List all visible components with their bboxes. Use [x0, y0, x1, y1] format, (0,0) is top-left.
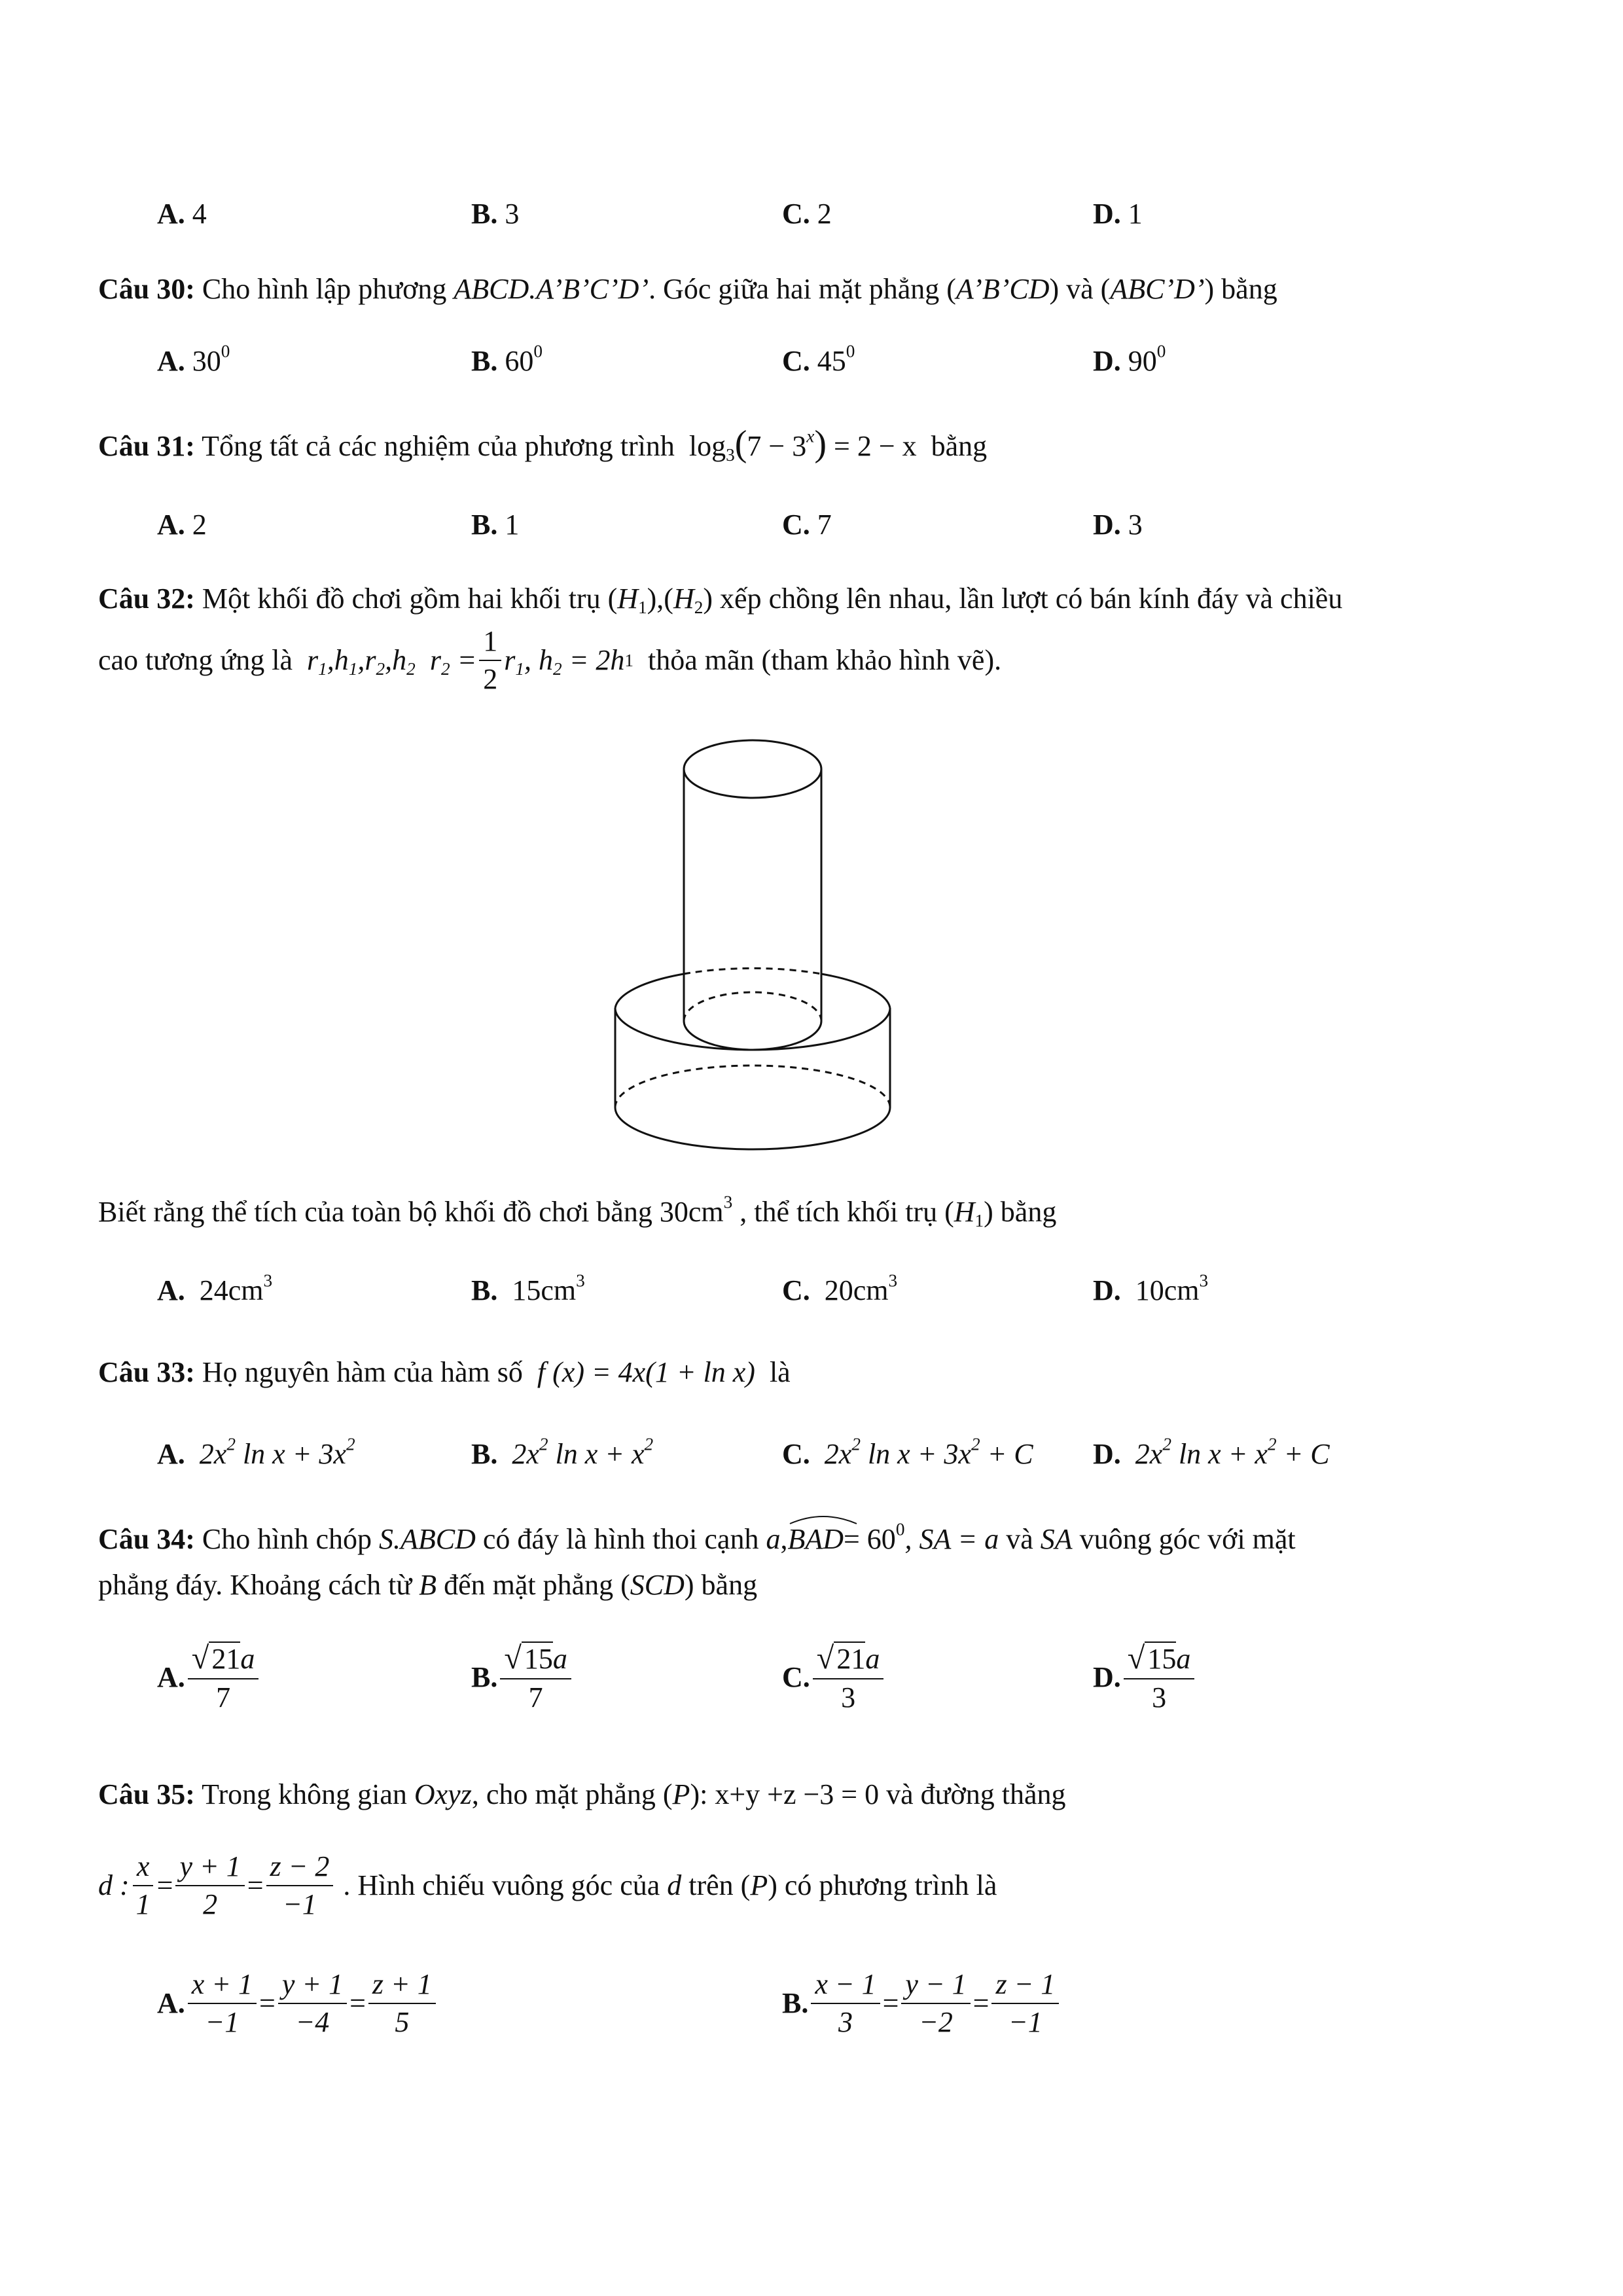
q33-option-a: A. $2x^2$ $\ln x + 3x^2$: [157, 1434, 355, 1470]
large-cylinder-top-front: [615, 1008, 890, 1050]
q32-option-d: D. $10cm^3$: [1093, 1270, 1209, 1306]
q32-after-figure: Biết rằng thể tích của toàn bộ khối đồ chơi bằng $30cm^3$ , thể tích khối trụ $(H_1)$ bằng: [98, 1192, 1057, 1231]
q31-stem: Câu 31: Tổng tất cả các nghiệm của phương trình $\log_3(7 - 3^x) = 2 - x$ bằng: [98, 423, 988, 465]
q33-stem: Câu 33: Họ nguyên hàm của hàm số f (x) = 4x(1 + ln x) là: [98, 1356, 791, 1388]
q32-option-c: C. $20cm^3$: [782, 1270, 898, 1306]
q29-option-b: B. 3: [471, 198, 520, 230]
large-cylinder-top-back-left: [615, 974, 684, 1008]
cylinder-drawing: [615, 740, 890, 1149]
q30-option-a: A. $30^0$: [157, 341, 230, 377]
q31-option-d: D. 3: [1093, 509, 1143, 541]
angle-arc: [787, 1512, 859, 1525]
q35-stem-line1: Câu 35: Trong không gian Oxyz, cho mặt phẳng (P): x+y +z −3 = 0 và đường thẳng: [98, 1778, 1066, 1810]
q29-option-d: D. 1: [1093, 198, 1143, 230]
small-cylinder-top: [684, 740, 821, 798]
q34-angle: BAD: [787, 1525, 844, 1554]
q31-equation: $\log_3(7 - 3^x) = 2 - x$: [688, 423, 917, 465]
q30-option-b: B. $60^0$: [471, 341, 543, 377]
q32-stem-line2: cao tương ứng là $r_1,h_1,r_2,h_2$ $r_2$ = $\frac{1}{2}$ $r_1$, $h_2$ = 2h 1 thỏa mãn (tham khảo hình vẽ).: [98, 625, 1002, 695]
large-cylinder-bottom-back: [615, 1066, 890, 1107]
q32-option-b: B. $15cm^3$: [471, 1270, 585, 1306]
q32-stem-line1: Câu 32: Một khối đồ chơi gồm hai khối trụ $(H_1),(H_2)$ xếp chồng lên nhau, lần lượt có bán kính đáy và chiều: [98, 583, 1343, 618]
q32-option-a: A. $24cm^3$: [157, 1270, 273, 1306]
q30-option-d: D. $90^0$: [1093, 341, 1166, 377]
q32-vars: $r_1,h_1,r_2,h_2$ $r_2$ =: [307, 644, 477, 679]
q32-frac: $\frac{1}{2}$: [479, 627, 501, 694]
q30-option-c: C. $45^0$: [782, 341, 855, 377]
q34-option-a: A. $\frac{√21a}{7}$: [157, 1643, 261, 1712]
q35-option-a: A. $\frac{x + 1}{-1}$ = $\frac{y + 1}{-4}$ = $\frac{z + 1}{5}$: [157, 1970, 438, 2037]
q34-option-d: D. $\frac{√15a}{3}$: [1093, 1643, 1197, 1712]
q33-option-d: D. $2x^2$ $\ln x + x^2 + C$: [1093, 1434, 1330, 1470]
q34-stem-line1: Câu 34: Cho hình chóp S.ABCD có đáy là hình thoi cạnh a, $BAD= 60^0$, SA = a và SA vuông góc với mặt: [98, 1525, 1296, 1554]
large-cylinder-bottom-front: [615, 1107, 890, 1149]
q34-option-b: B. $\frac{√15a}{7}$: [471, 1643, 574, 1712]
q33-option-b: B. $2x^2$ $\ln x + x^2$: [471, 1434, 654, 1470]
q34-stem-line2: phẳng đáy. Khoảng cách từ B đến mặt phẳng (SCD) bằng: [98, 1569, 758, 1601]
q30-stem: Câu 30: Cho hình lập phương ABCD.A’B’C’D’. Góc giữa hai mặt phẳng (A’B’CD) và (ABC’D’) bằng: [98, 273, 1277, 305]
q31-option-b: B. 1: [471, 509, 520, 541]
q29-option-a: A. 4: [157, 198, 207, 230]
q31-option-a: A. 2: [157, 509, 207, 541]
small-cylinder-bottom-back: [684, 992, 821, 1021]
large-cylinder-top-back-right: [821, 974, 890, 1008]
small-cylinder-bottom-front: [684, 1021, 821, 1050]
q35-stem-line2: d : $\frac{x}{1}$ = $\frac{y + 1}{2}$ = $\frac{z - 2}{-1}$ . Hình chiếu vuông góc của d trên ( P ) có phương trình là: [98, 1850, 997, 1920]
stacked-cylinders-figure: [602, 733, 903, 1152]
q31-option-c: C. 7: [782, 509, 832, 541]
q33-option-c: C. $2x^2$ $\ln x + 3x^2 + C$: [782, 1434, 1033, 1470]
q35-option-b: B. $\frac{x - 1}{3}$ = $\frac{y - 1}{-2}$ = $\frac{z - 1}{-1}$: [782, 1970, 1061, 2037]
q34-option-c: C. $\frac{√21a}{3}$: [782, 1643, 886, 1712]
q29-option-c: C. 2: [782, 198, 832, 230]
large-cylinder-top-back-hidden: [684, 968, 821, 974]
